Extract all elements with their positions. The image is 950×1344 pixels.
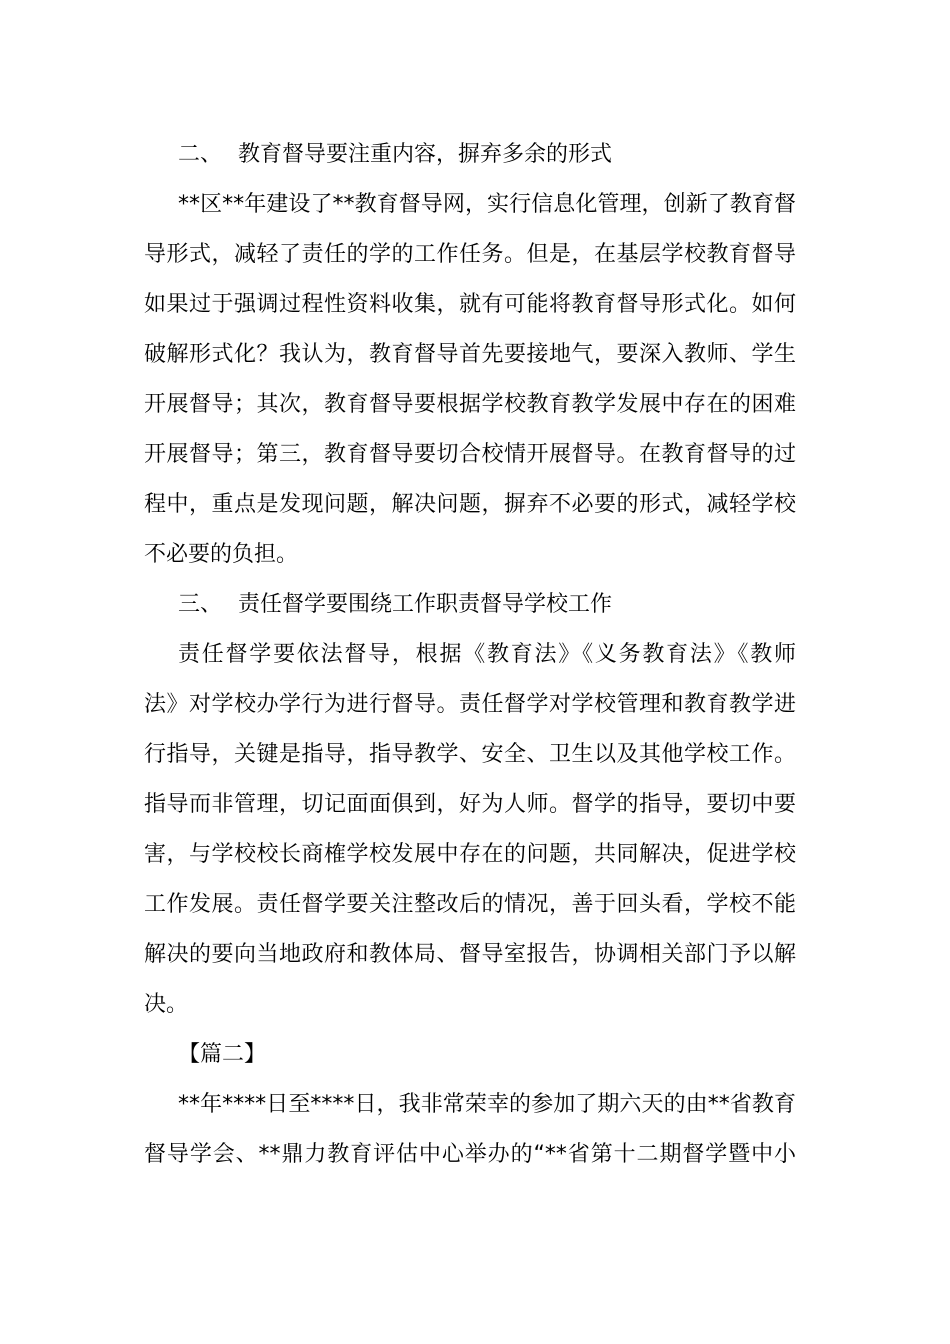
- text-line: 破解形式化？我认为，教育督导首先要接地气，要深入教师、学生: [144, 342, 796, 367]
- paragraph-part-two: [144, 1080, 796, 1180]
- section-number: 三、: [178, 592, 223, 617]
- text-line: 开展督导；第三，教育督导要切合校情开展督导。在教育督导的过: [144, 442, 796, 467]
- section-heading-2: [144, 130, 796, 180]
- section-number: 二、: [178, 142, 223, 167]
- part-two-tag: 【篇二】: [178, 1042, 267, 1067]
- text-line: 责任督学要依法督导，根据《教育法》《义务教育法》《教师: [178, 642, 796, 667]
- text-line: **区**年建设了**教育督导网，实行信息化管理，创新了教育督: [178, 192, 796, 217]
- text-line: 决。: [144, 992, 189, 1017]
- text-line: 导形式，减轻了责任的学的工作任务。但是，在基层学校教育督导: [144, 242, 796, 267]
- text-line: 开展督导；其次，教育督导要根据学校教育教学发展中存在的困难: [144, 392, 796, 417]
- text-line: 督导学会、**鼎力教育评估中心举办的“**省第十二期督学暨中小: [144, 1142, 796, 1167]
- document-body: [144, 130, 796, 1180]
- text-line: 指导而非管理，切记面面俱到，好为人师。督学的指导，要切中要: [144, 792, 796, 817]
- text-line: 害，与学校校长商榷学校发展中存在的问题，共同解决，促进学校: [144, 842, 796, 867]
- section-heading-3: [144, 580, 796, 630]
- section-title: 责任督学要围绕工作职责督导学校工作: [238, 592, 613, 617]
- section-title: 教育督导要注重内容，摒弃多余的形式: [238, 142, 613, 167]
- text-line: 解决的要向当地政府和教体局、督导室报告，协调相关部门予以解: [144, 942, 796, 967]
- text-line: 行指导，关键是指导，指导教学、安全、卫生以及其他学校工作。: [144, 742, 796, 767]
- text-line: 如果过于强调过程性资料收集，就有可能将教育督导形式化。如何: [144, 292, 796, 317]
- paragraph-section-3: [144, 630, 796, 1030]
- text-line: 工作发展。责任督学要关注整改后的情况，善于回头看，学校不能: [144, 892, 796, 917]
- text-line: 程中，重点是发现问题，解决问题，摒弃不必要的形式，减轻学校: [144, 492, 796, 517]
- text-line: 法》对学校办学行为进行督导。责任督学对学校管理和教育教学进: [144, 692, 796, 717]
- text-line: 不必要的负担。: [144, 542, 299, 567]
- paragraph-section-2: [144, 180, 796, 580]
- text-line: **年****日至****日，我非常荣幸的参加了期六天的由**省教育: [178, 1092, 796, 1117]
